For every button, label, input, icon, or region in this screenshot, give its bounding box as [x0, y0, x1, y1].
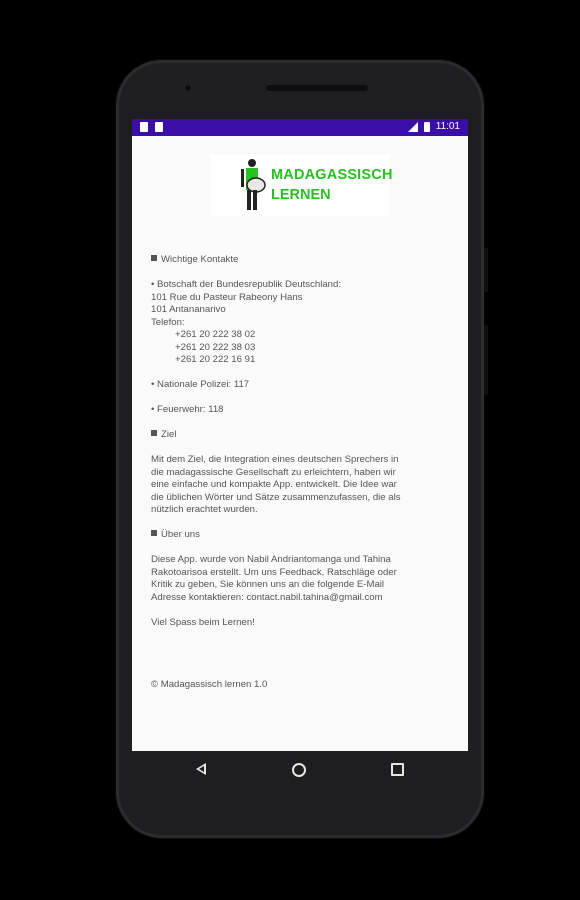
footer-copyright: © Madagassisch lernen 1.0: [151, 679, 268, 690]
fire-number: • Feuerwehr: 118: [151, 404, 224, 415]
back-icon[interactable]: [196, 763, 206, 775]
status-time: 11:01: [435, 121, 460, 132]
logo-title-line2: LERNEN: [271, 187, 331, 203]
phone-number: +261 20 222 16 91: [175, 354, 256, 365]
contacts-heading: Wichtige Kontakte: [151, 254, 451, 267]
goal-text: die üblichen Wörter und Sätze zusammenzufassen, die als: [151, 491, 401, 503]
power-button: [484, 248, 488, 292]
drummer-figure-icon: [238, 157, 268, 213]
home-icon[interactable]: [292, 763, 306, 777]
about-text: Rakotoarisoa erstellt. Um uns Feedback, Ratschläge oder: [151, 566, 397, 578]
info-content: [151, 254, 451, 692]
embassy-line: • Botschaft der Bundesrepublik Deutschland:: [151, 279, 342, 290]
about-text: Diese App. wurde von Nabil Andriantomanga und Tahina: [151, 554, 391, 565]
police-number: • Nationale Polizei: 117: [151, 379, 250, 390]
closing-text: Viel Spass beim Lernen!: [151, 616, 255, 628]
bullet-square-icon: [151, 430, 157, 436]
navigation-bar: [132, 751, 468, 791]
battery-icon: [424, 122, 430, 132]
phone-number: +261 20 222 38 02: [175, 329, 256, 340]
app-screen: [132, 119, 468, 751]
goal-heading: Ziel: [151, 429, 451, 442]
phone-label: Telefon:: [151, 316, 185, 328]
recents-icon[interactable]: [391, 763, 404, 776]
logo-title-line1: MADAGASSISCH: [271, 167, 393, 183]
bullet-square-icon: [151, 255, 157, 261]
goal-text: Mit dem Ziel, die Integration eines deutschen Sprechers in: [151, 454, 399, 465]
phone-number: +261 20 222 38 03: [175, 341, 256, 353]
volume-button: [484, 325, 488, 395]
about-text: Kritik zu geben, Sie können uns an die folgende E-Mail: [151, 579, 385, 590]
status-bar: [132, 119, 468, 136]
camera-icon: [183, 83, 193, 93]
about-text: Adresse kontaktieren: contact.nabil.tahina@gmail.com: [151, 591, 383, 603]
embassy-city: 101 Antananarivo: [151, 304, 226, 315]
bullet-square-icon: [151, 530, 157, 536]
speaker-grille: [266, 85, 368, 91]
notification-icon: [155, 122, 163, 132]
embassy-address: 101 Rue du Pasteur Rabeony Hans: [151, 291, 303, 303]
about-heading: Über uns: [151, 529, 451, 542]
goal-text: nützlich erachtet wurden.: [151, 504, 258, 515]
goal-text: eine einfache und kompakte App. entwickelt. Die Idee war: [151, 479, 397, 490]
signal-icon: [408, 122, 418, 132]
goal-text: die madagassische Gesellschaft zu erleichtern, haben wir: [151, 466, 396, 478]
app-logo: [210, 154, 393, 216]
sim-icon: [140, 122, 148, 132]
